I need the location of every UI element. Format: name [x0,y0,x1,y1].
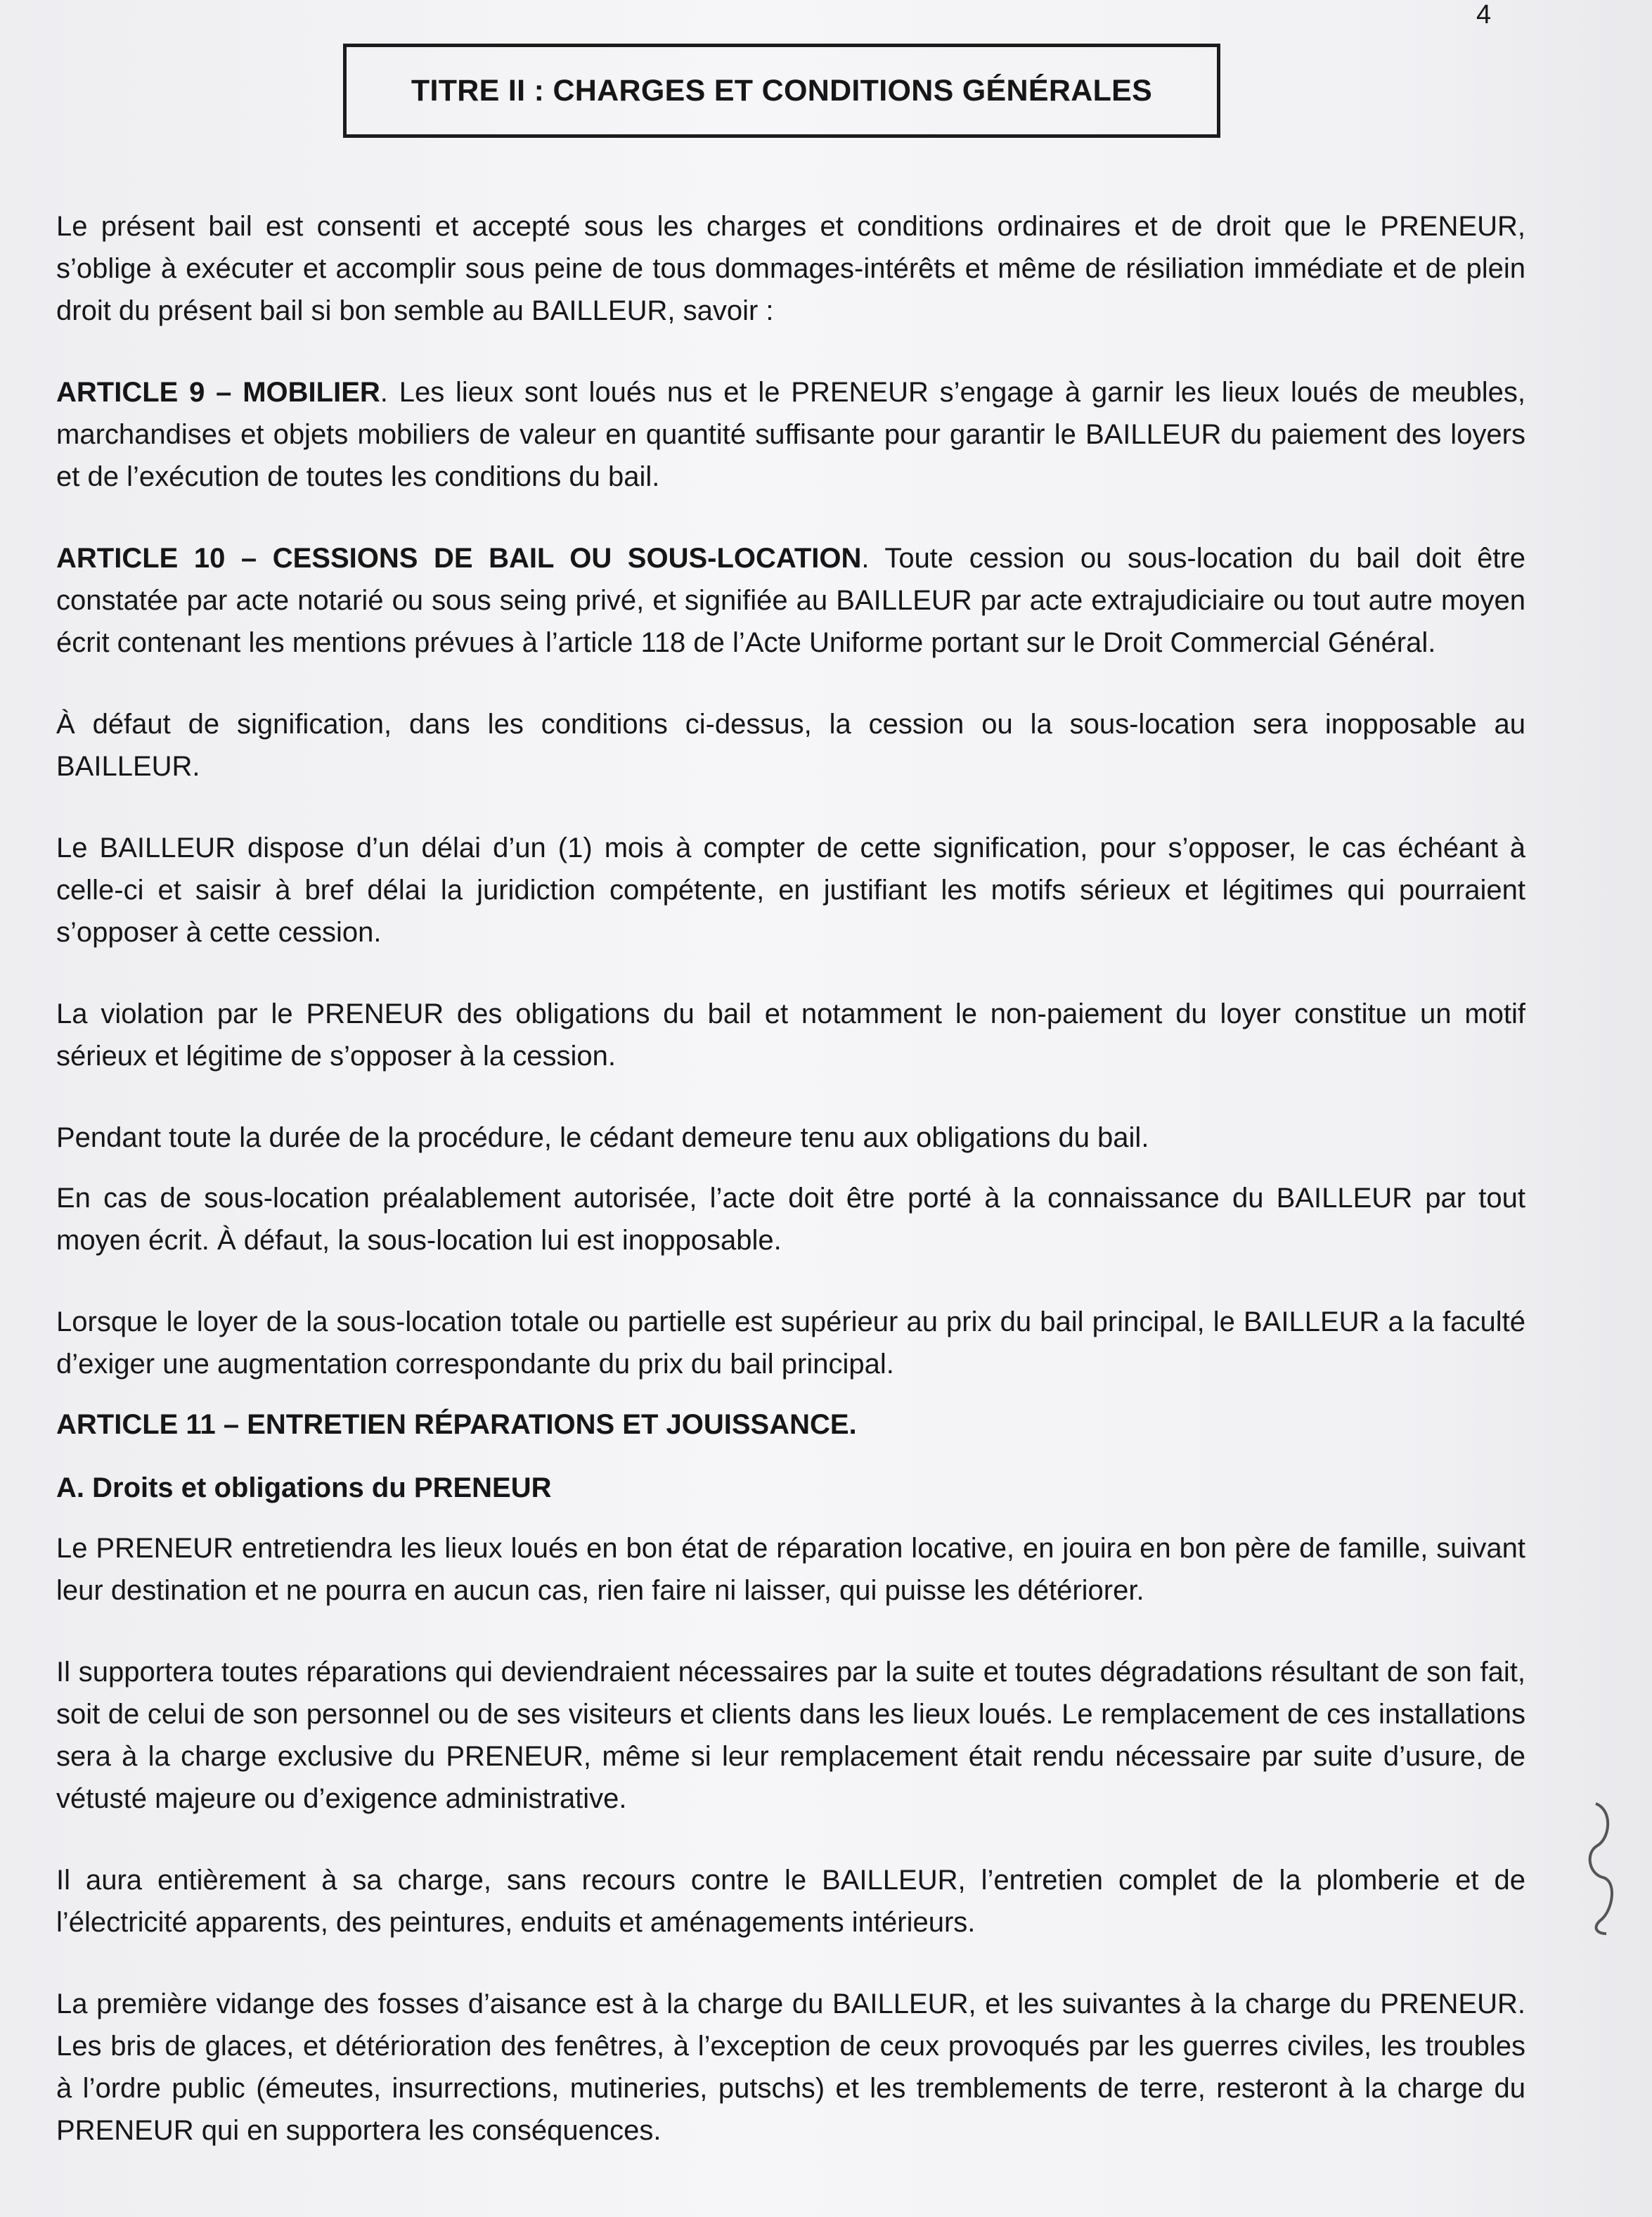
article-10-paragraph: Lorsque le loyer de la sous-location totale ou partielle est supérieur au prix du bail principal, le BAILLEUR a la faculté d’exiger une augmentation correspondante du prix du bail principal. [56,1306,1525,1380]
article-9-text: . Les lieux sont loués nus et le PRENEUR s’engage à garnir les lieux loués de meubles, marchandises et objets mobiliers de valeur en quantité suffisante pour garantir le BAILLEUR du paiement des loyers et de l’exécution de toutes les conditions du bail. [56,377,1526,492]
article-9 [56,371,1525,498]
article-10 [56,537,1525,664]
article-11-paragraph: La première vidange des fosses d’aisance est à la charge du BAILLEUR, et les suivantes à la charge du PRENEUR. Les bris de glaces, et détérioration des fenêtres, à l’exception de ceux provoqués par les guerres civiles, les troubles à l’ordre public (émeutes, insurrections, mutineries, putschs) et les tremblements de terre, resteront à la charge du PRENEUR qui en supportera les conséquences. [56,1988,1525,2146]
article-11-heading: ARTICLE 11 – ENTRETIEN RÉPARATIONS ET JOUISSANCE. [56,1409,857,1440]
article-10-paragraph: Pendant toute la durée de la procédure, le cédant demeure tenu aux obligations du bail. [56,1122,1149,1153]
article-10-text: . Toute cession ou sous-location du bail doit être constatée par acte notarié ou sous seing privé, et signifiée au BAILLEUR par acte extrajudiciaire ou tout autre moyen écrit contenant les mentions prévues à l’article 118 de l’Acte Uniforme portant sur le Droit Commercial Général. [56,543,1525,658]
page-number: 4 [1476,0,1492,30]
article-10-heading: ARTICLE 10 – CESSIONS DE BAIL OU SOUS-LOCATION [56,543,862,574]
article-11-paragraph: Il aura entièrement à sa charge, sans recours contre le BAILLEUR, l’entretien complet de la plomberie et de l’électricité apparents, des peintures, enduits et aménagements intérieurs. [56,1865,1525,1938]
article-11-paragraph: Il supportera toutes réparations qui deviendraient nécessaires par la suite et toutes dégradations résultant de son fait, soit de celui de son personnel ou de ses visiteurs et clients dans les lieux loués. Le remplacement de ces installations sera à la charge exclusive du PRENEUR, même si leur remplacement était rendu nécessaire par suite d’usure, de vétusté majeure ou d’exigence administrative. [56,1657,1525,1814]
document-body [56,205,1525,2191]
article-10-paragraph: Le BAILLEUR dispose d’un délai d’un (1) mois à compter de cette signification, pour s’opposer, le cas échéant à celle-ci et saisir à bref délai la juridiction compétente, en justifiant les motifs sérieux et légitimes qui pourraient s’opposer à cette cession. [56,833,1525,948]
binder-clip-icon [1582,1797,1624,1937]
title-box [343,44,1220,138]
article-10-paragraph: La violation par le PRENEUR des obligations du bail et notamment le non-paiement du loyer constitue un motif sérieux et légitime de s’opposer à la cession. [56,998,1525,1072]
article-10-paragraph: En cas de sous-location préalablement autorisée, l’acte doit être porté à la connaissance du BAILLEUR par tout moyen écrit. À défaut, la sous-location lui est inopposable. [56,1183,1525,1256]
article-11-paragraph: Le PRENEUR entretiendra les lieux loués en bon état de réparation locative, en jouira en bon père de famille, suivant leur destination et ne pourra en aucun cas, rien faire ni laisser, qui puisse les détériorer. [56,1533,1525,1606]
article-10-paragraph: À défaut de signification, dans les conditions ci-dessus, la cession ou la sous-location sera inopposable au BAILLEUR. [56,709,1525,782]
article-9-heading: ARTICLE 9 – MOBILIER [56,377,380,408]
article-11-subheading: A. Droits et obligations du PRENEUR [56,1472,552,1503]
page-title: TITRE II : CHARGES ET CONDITIONS GÉNÉRALES [411,73,1153,108]
intro-paragraph: Le présent bail est consenti et accepté sous les charges et conditions ordinaires et de droit que le PRENEUR, s’oblige à exécuter et accomplir sous peine de tous dommages-intérêts et même de résiliation immédiate et de plein droit du présent bail si bon semble au BAILLEUR, savoir : [56,211,1525,326]
